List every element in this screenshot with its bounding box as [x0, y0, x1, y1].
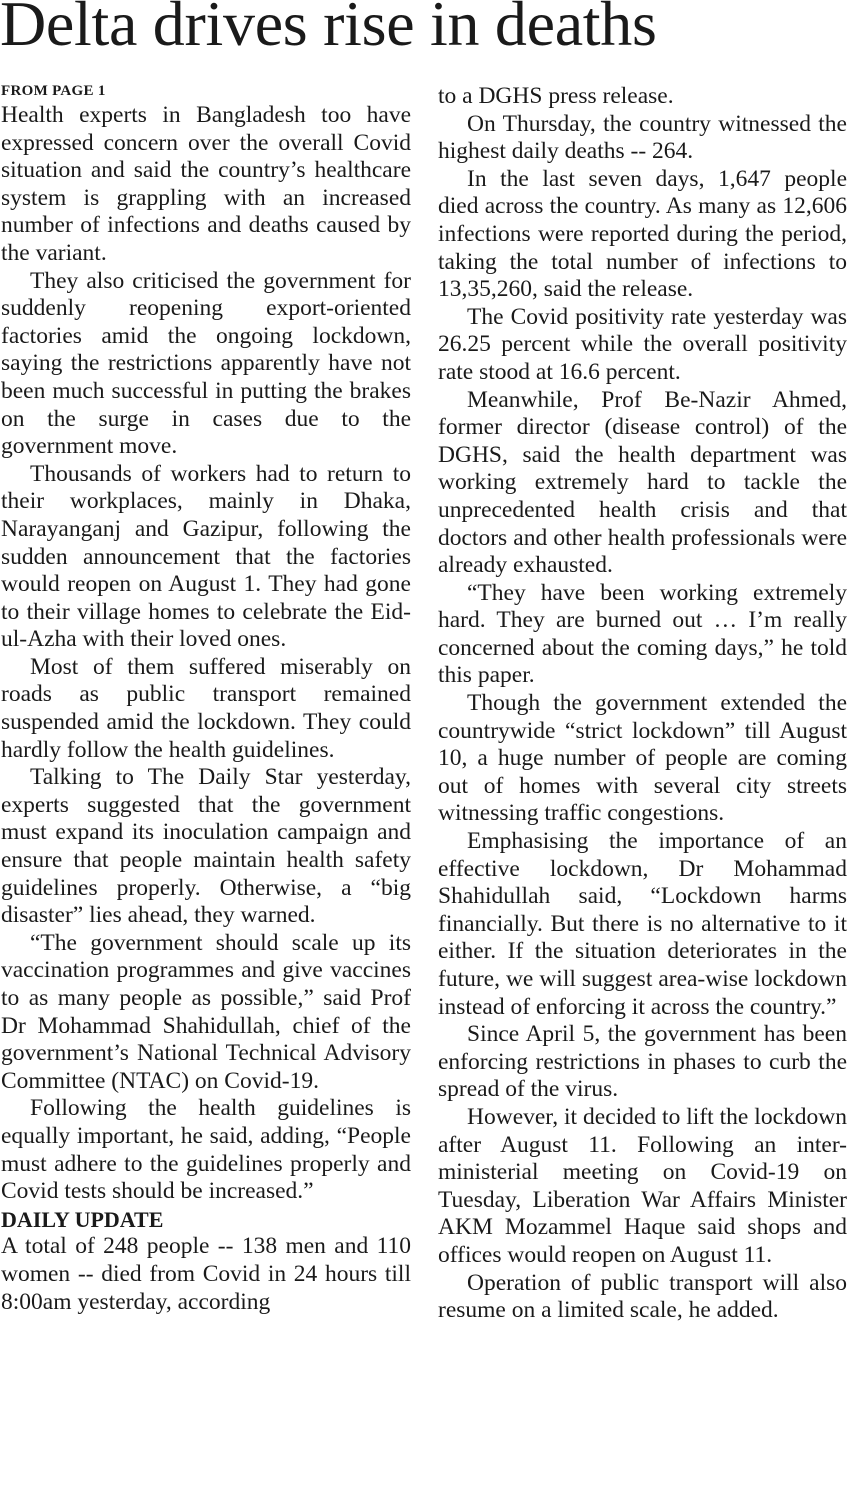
- kicker: FROM PAGE 1: [1, 83, 106, 99]
- paragraph: Meanwhile, Prof Be-Nazir Ahmed, former director (disease control) of the DGHS, said the health department was working extremely hard to tackle the unprecedented health crisis and that doctors and other health professionals were already exhausted.: [438, 386, 847, 579]
- paragraph: On Thursday, the country witnessed the highest daily deaths -- 264.: [438, 110, 847, 165]
- paragraph: Since April 5, the government has been enforcing restrictions in phases to curb the spread of the virus.: [438, 1021, 847, 1103]
- paragraph: In the last seven days, 1,647 people died across the country. As many as 12,606 infections were reported during the period, taking the total number of infections to 13,35,260, said the release.: [438, 165, 847, 303]
- paragraph: Though the government extended the countrywide “strict lockdown” till August 10, a huge number of people are coming out of homes with several city streets witnessing traffic congestions.: [438, 690, 847, 827]
- paragraph: Emphasising the importance of an effective lockdown, Dr Mohammad Shahidullah said, “Lockdown harms financially. But there is no alternative to it either. If the situation deteriorates in the future, we will suggest area-wise lockdown instead of enforcing it across the country.”: [438, 828, 847, 1020]
- paragraph: The Covid positivity rate yesterday was 26.25 percent while the overall positivity rate stood at 16.6 percent.: [438, 303, 847, 385]
- paragraph: Most of them suffered miserably on roads as public transport remained suspended amid the lockdown. They could hardly follow the health guidelines.: [1, 653, 411, 763]
- paragraph: Following the health guidelines is equally important, he said, adding, “People must adhere to the guidelines properly and Covid tests should be increased.”: [1, 1095, 411, 1205]
- headline: Delta drives rise in deaths: [0, 0, 657, 59]
- left-column: [1, 80, 411, 1316]
- paragraph: Health experts in Bangladesh too have expressed concern over the overall Covid situation and said the country’s healthcare system is grappling with an increased number of infections and deaths caused by the variant.: [1, 102, 411, 266]
- paragraph: Operation of public transport will also resume on a limited scale, he added.: [438, 1269, 847, 1324]
- paragraph: Thousands of workers had to return to their workplaces, mainly in Dhaka, Narayanganj and Gazipur, following the sudden announcement that the factories would reopen on August 1. They had gone to their village homes to celebrate the Eid-ul-Azha with their loved ones.: [1, 460, 411, 653]
- paragraph: “They have been working extremely hard. They are burned out … I’m really concerned about the coming days,” he told this paper.: [438, 579, 847, 689]
- subhead: DAILY UPDATE: [1, 1206, 164, 1232]
- paragraph: However, it decided to lift the lockdown after August 11. Following an inter-ministerial meeting on Covid-19 on Tuesday, Liberation War Affairs Minister AKM Mozammel Haque said shops and offices would reopen on August 11.: [438, 1103, 847, 1268]
- right-column: [438, 83, 847, 1325]
- paragraph: A total of 248 people -- 138 men and 110 women -- died from Covid in 24 hours till 8:00am yesterday, according: [1, 1233, 411, 1315]
- paragraph: Talking to The Daily Star yesterday, experts suggested that the government must expand its inoculation campaign and ensure that people maintain health safety guidelines properly. Otherwise, a “big disaster” lies ahead, they warned.: [1, 764, 411, 929]
- paragraph: They also criticised the government for suddenly reopening export-oriented factories amid the ongoing lockdown, saying the restrictions apparently have not been much successful in putting the brakes on the surge in cases due to the government move.: [1, 267, 411, 460]
- paragraph: “The government should scale up its vaccination programmes and give vaccines to as many people as possible,” said Prof Dr Mohammad Shahidullah, chief of the government’s National Technical Advisory Committee (NTAC) on Covid-19.: [1, 929, 411, 1094]
- paragraph-continuation: to a DGHS press release.: [438, 83, 674, 109]
